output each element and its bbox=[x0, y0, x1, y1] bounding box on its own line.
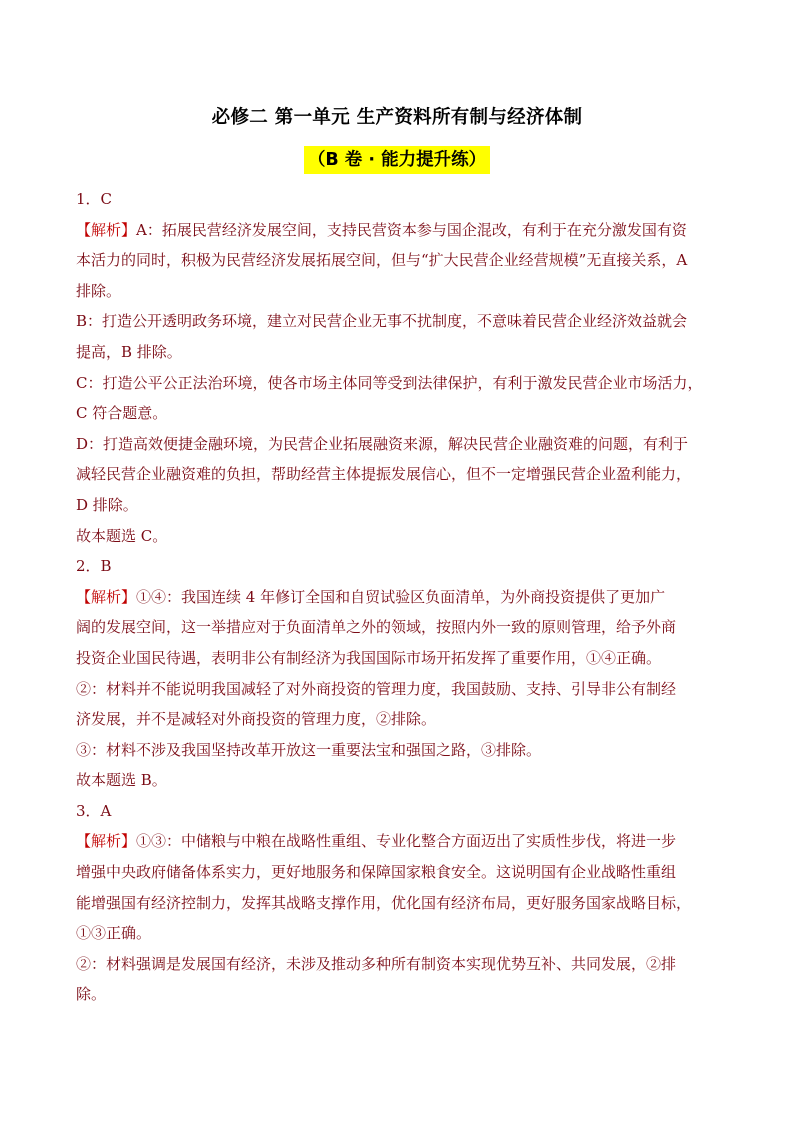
text-line bbox=[76, 888, 722, 919]
text-line bbox=[76, 949, 722, 980]
text-line bbox=[76, 857, 722, 888]
answer-content bbox=[76, 184, 722, 1010]
text-line bbox=[76, 918, 722, 949]
text-line bbox=[76, 796, 722, 827]
line-text: 故本题选 C。 bbox=[76, 526, 168, 545]
text-line bbox=[76, 245, 722, 276]
text-line bbox=[76, 551, 722, 582]
line-text: 增强中央政府储备体系实力，更好地服务和保障国家粮食安全。这说明国有企业战略性重组 bbox=[76, 863, 677, 882]
line-text: 能增强国有经济控制力，发挥其战略支撑作用，优化国有经济布局，更好服务国家战略目标， bbox=[76, 893, 692, 912]
text-line bbox=[76, 582, 722, 613]
analysis-tag: 【解析】 bbox=[76, 832, 137, 851]
line-text: C：打造公平公正法治环境，使各市场主体同等受到法律保护，有利于激发民营企业市场活力， bbox=[76, 373, 703, 392]
text-line bbox=[76, 398, 722, 429]
line-text: 除。 bbox=[76, 985, 107, 1004]
line-text: 减轻民营企业融资难的负担，帮助经营主体提振发展信心，但不一定增强民营企业盈利能力， bbox=[76, 465, 692, 484]
line-text: ①③正确。 bbox=[76, 924, 152, 943]
text-line bbox=[76, 521, 722, 552]
text-line bbox=[76, 337, 722, 368]
line-text: ②：材料并不能说明我国减轻了对外商投资的管理力度，我国鼓励、支持、引导非公有制经 bbox=[76, 679, 677, 698]
line-text: 3．A bbox=[76, 801, 112, 820]
line-text: 排除。 bbox=[76, 281, 122, 300]
line-text: 阔的发展空间，这一举措应对于负面清单之外的领域，按照内外一致的原则管理，给予外商 bbox=[76, 618, 677, 637]
line-text: 本活力的同时，积极为民营经济发展拓展空间，但与“扩大民营企业经营规模”无直接关系，A bbox=[76, 251, 688, 270]
text-line bbox=[76, 306, 722, 337]
text-line bbox=[76, 826, 722, 857]
line-text: C 符合题意。 bbox=[76, 404, 168, 423]
line-text: ①④：我国连续 4 年修订全国和自贸试验区负面清单，为外商投资提供了更加广 bbox=[136, 587, 666, 606]
text-line bbox=[76, 735, 722, 766]
text-line bbox=[76, 765, 722, 796]
line-text: B：打造公开透明政务环境，建立对民营企业无事不扰制度，不意味着民营企业经济效益就会 bbox=[76, 312, 688, 331]
text-line bbox=[76, 490, 722, 521]
text-line bbox=[76, 459, 722, 490]
text-line bbox=[76, 674, 722, 705]
page-subtitle: （B 卷 · 能力提升练） bbox=[304, 146, 490, 174]
text-line bbox=[76, 704, 722, 735]
text-line bbox=[76, 979, 722, 1010]
line-text: 2．B bbox=[76, 557, 112, 576]
line-text: 1．C bbox=[76, 190, 113, 208]
line-text: 济发展，并不是减轻对外商投资的管理力度，②排除。 bbox=[76, 710, 437, 729]
text-line bbox=[76, 429, 722, 460]
line-text: ①③：中储粮与中粮在战略性重组、专业化整合方面迈出了实质性步伐，将进一步 bbox=[136, 832, 677, 851]
text-line bbox=[76, 215, 722, 246]
line-text: D：打造高效便捷金融环境，为民营企业拓展融资来源，解决民营企业融资难的问题，有利于 bbox=[76, 434, 689, 453]
text-line bbox=[76, 612, 722, 643]
line-text: 投资企业国民待遇，表明非公有制经济为我国国际市场开拓发挥了重要作用，①④正确。 bbox=[76, 648, 662, 667]
text-line bbox=[76, 276, 722, 307]
text-line bbox=[76, 368, 722, 399]
line-text: A：拓展民营经济发展空间，支持民营资本参与国企混改，有利于在充分激发国有资 bbox=[136, 220, 687, 239]
analysis-tag: 【解析】 bbox=[76, 587, 137, 606]
line-text: ③：材料不涉及我国坚持改革开放这一重要法宝和强国之路，③排除。 bbox=[76, 740, 542, 759]
line-text: D 排除。 bbox=[76, 495, 138, 514]
analysis-tag: 【解析】 bbox=[76, 220, 137, 239]
text-line bbox=[76, 643, 722, 674]
text-line bbox=[76, 184, 722, 215]
page-title: 必修二 第一单元 生产资料所有制与经济体制 bbox=[211, 107, 583, 128]
subtitle-wrapper bbox=[0, 146, 794, 174]
line-text: ②：材料强调是发展国有经济，未涉及推动多种所有制资本实现优势互补、共同发展，②排 bbox=[76, 954, 677, 973]
line-text: 提高，B 排除。 bbox=[76, 342, 182, 361]
line-text: 故本题选 B。 bbox=[76, 771, 167, 790]
